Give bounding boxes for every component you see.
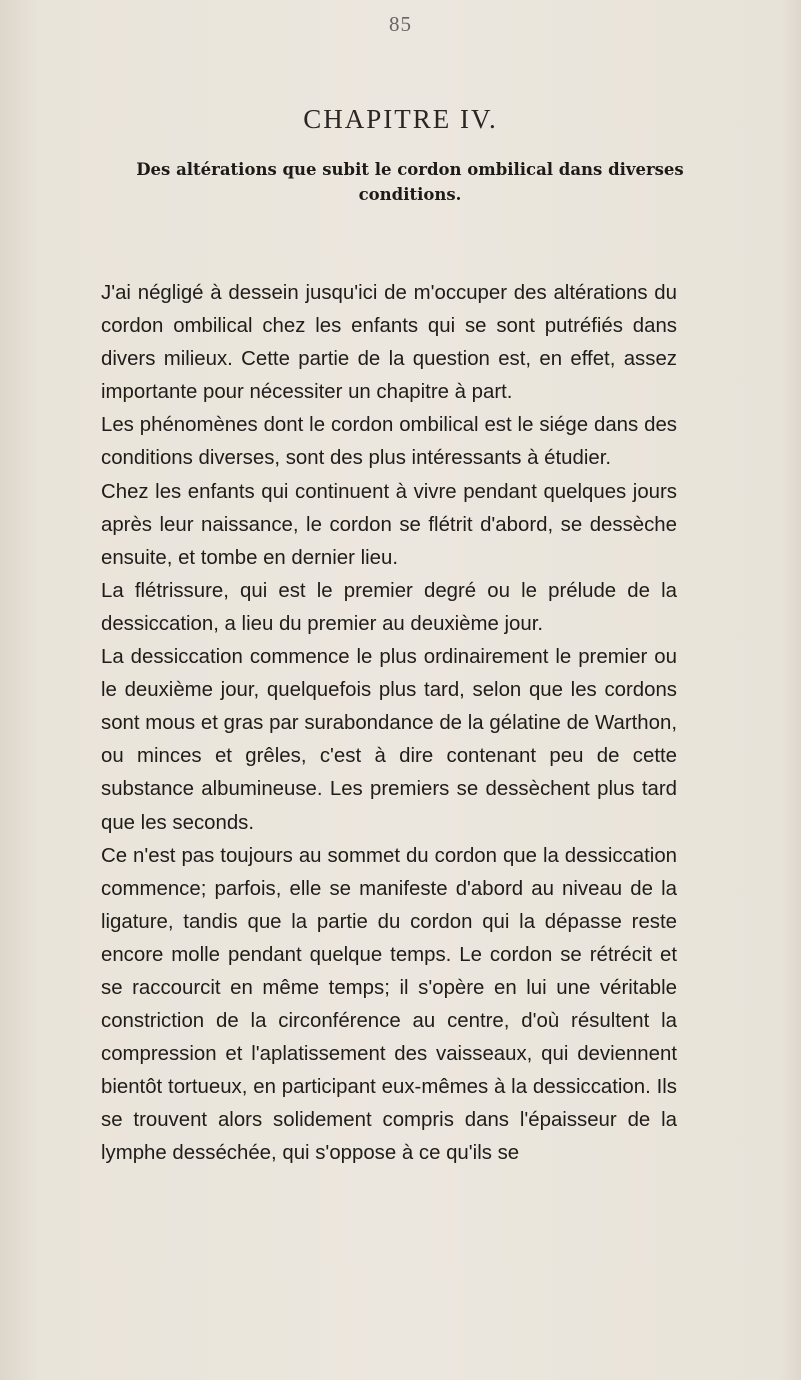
paragraph-1: J'ai négligé à dessein jusqu'ici de m'occuper des altérations du cordon ombilical chez les enfants qui se sont putréfiés dans divers milieux. Cette partie de la question est, en effet, assez importante pour nécessiter un chapitre à part.	[101, 282, 677, 404]
paragraph-4: La flétrissure, qui est le premier degré ou le prélude de la dessiccation, a lieu du premier au deuxième jour.	[101, 579, 677, 635]
chapter-subtitle: Des altérations que subit le cordon ombilical dans diverses conditions.	[136, 160, 684, 204]
chapter-title: CHAPITRE IV.	[303, 104, 498, 134]
paragraph-3: Chez les enfants qui continuent à vivre pendant quelques jours après leur naissance, le cordon se flétrit d'abord, se dessèche ensuite, et tombe en dernier lieu.	[101, 480, 677, 569]
paragraph-5: La dessiccation commence le plus ordinairement le premier ou le deuxième jour, quelquefois plus tard, selon que les cordons sont mous et gras par surabondance de la gélatine de Warthon, ou minces et grêles, c'est à dire contenant peu de cette substance albumineuse. Les premiers se dessèchent plus tard que les seconds.	[101, 646, 677, 834]
body-text	[101, 277, 677, 1171]
paragraph-6: Ce n'est pas toujours au sommet du cordon que la dessiccation commence; parfois, elle se manifeste d'abord au niveau de la ligature, tandis que la partie du cordon qui la dépasse reste encore molle pendant quelque temps. Le cordon se rétrécit et se raccourcit en même temps; il s'opère en lui une véritable constriction de la circonférence au centre, d'où résultent la compression et l'aplatissement des vaisseaux, qui deviennent bientôt tortueux, en participant eux-mêmes à la dessiccation. Ils se trouvent alors solidement compris dans l'épaisseur de la lymphe desséchée, qui s'oppose à ce qu'ils se	[101, 844, 677, 1165]
paragraph-2: Les phénomènes dont le cordon ombilical est le siége dans des conditions diverses, sont des plus intéressants à étudier.	[101, 414, 677, 470]
page-number: 85	[389, 12, 412, 36]
